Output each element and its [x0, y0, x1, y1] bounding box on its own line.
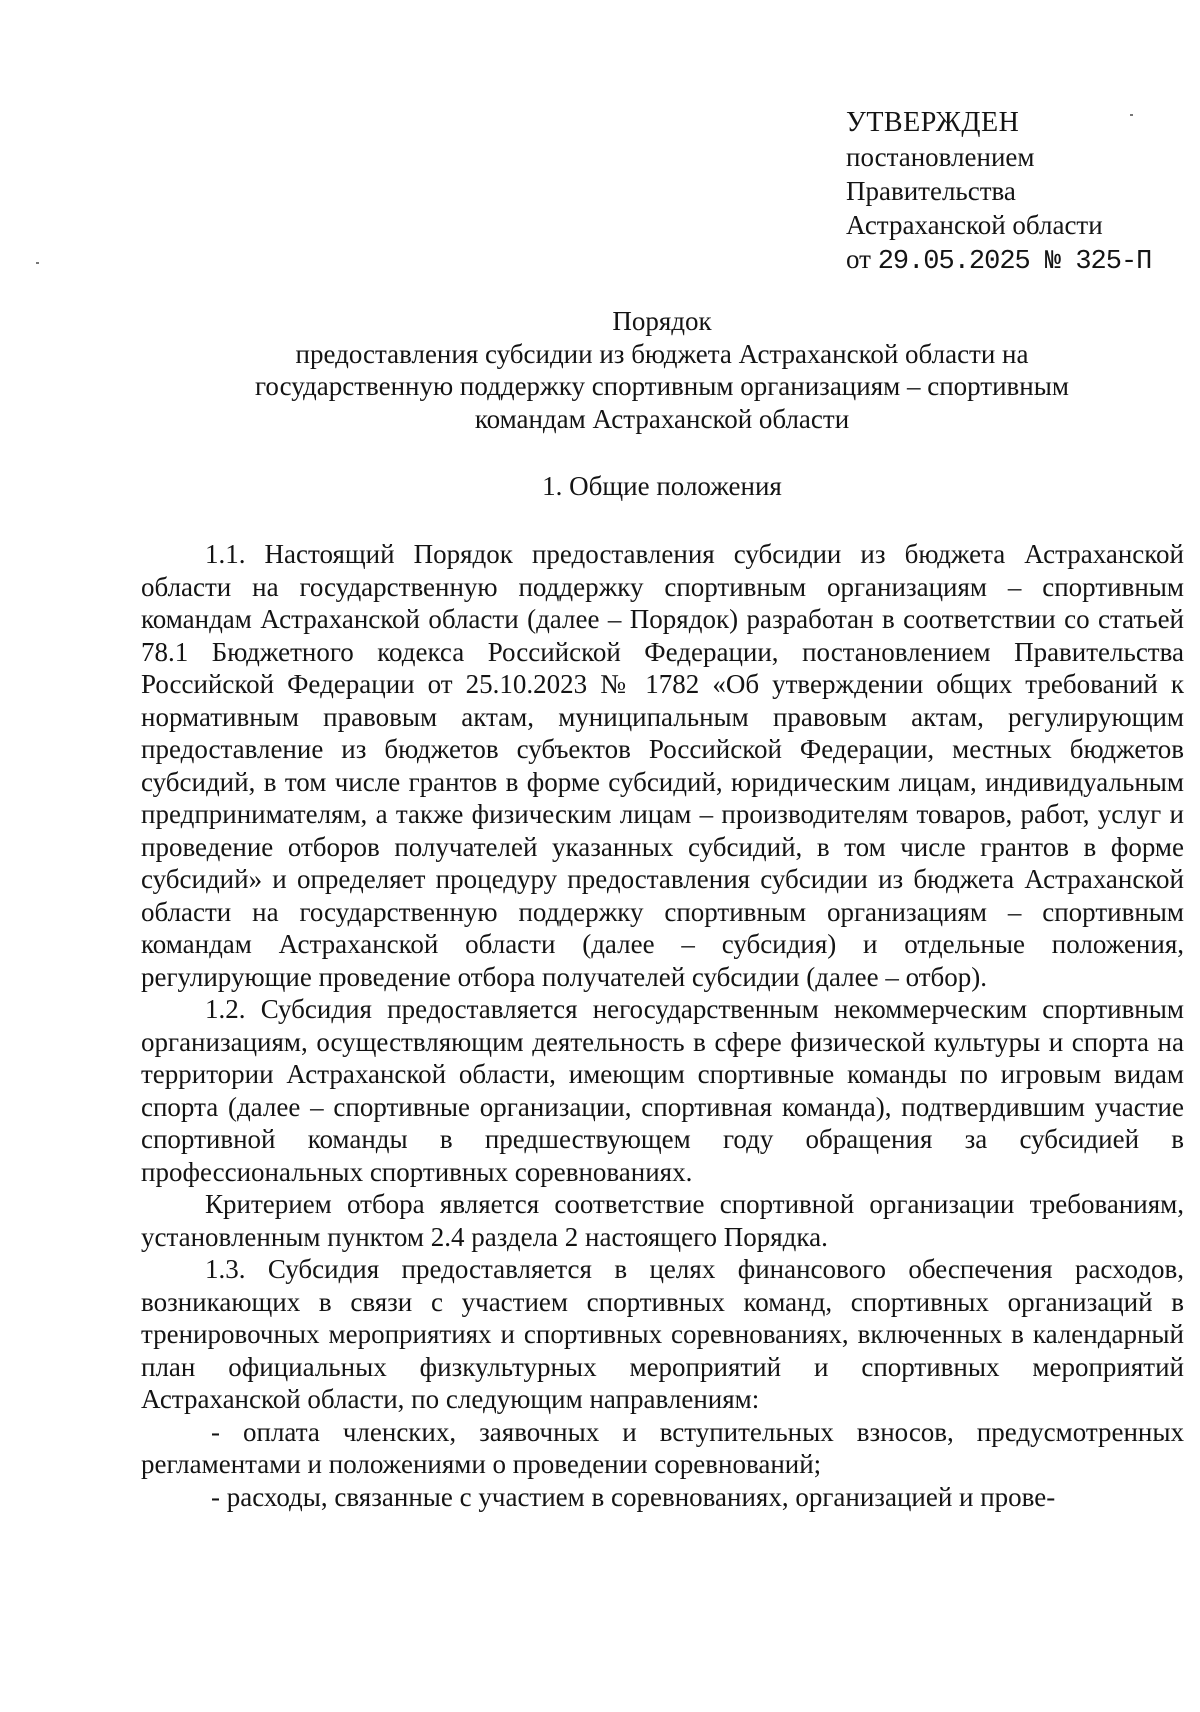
title-line-2: предоставления субсидии из бюджета Астраханской области на	[295, 338, 1029, 369]
list-item-expenses: - расходы, связанные с участием в соревнованиях, организацией и прове-	[211, 1481, 1056, 1512]
document-body	[141, 538, 1184, 1513]
paragraph-1-3: 1.3. Субсидия предоставляется в целях финансового обеспечения расходов, возникающих в связи с участием спортивных команд, спортивных организаций в тренировочных мероприятиях и спортивных соревнованиях, включенных в календарный план официальных физкультурных мероприятий и спортивных мероприятий Астраханской области, по следующим направлениям:	[141, 1254, 1184, 1414]
approval-stamp	[846, 106, 1166, 279]
paragraph-1-2-criteria: Критерием отбора является соответствие спортивной организации требованиям, установленным пунктом 2.4 раздела 2 настоящего Порядка.	[141, 1189, 1184, 1252]
list-item-fees: - оплата членских, заявочных и вступительных взносов, предусмотренных регламентами и положениями о проведении соревнований;	[141, 1416, 1184, 1479]
scan-speck	[1130, 114, 1133, 116]
title-line-3: государственную поддержку спортивным организациям – спортивным	[255, 371, 1069, 401]
title-line-1: Порядок	[612, 306, 712, 336]
document-title	[140, 305, 1184, 435]
approval-line-government: Правительства	[846, 176, 1016, 206]
approval-date-prefix: от	[846, 244, 871, 274]
section-heading-general: 1. Общие положения	[542, 471, 782, 501]
paragraph-1-1: 1.1. Настоящий Порядок предоставления субсидии из бюджета Астраханской области на государственную поддержку спортивным организациям – спортивным командам Астраханской области (далее – Порядок) разработан в соответствии со статьей 78.1 Бюджетного кодекса Российской Федерации, постановлением Правительства Российской Федерации от 25.10.2023 № 1782 «Об утверждении общих требований к нормативным правовым актам, муниципальным правовым актам, регулирующим предоставление из бюджетов субъектов Российской Федерации, местных бюджетов субсидий, в том числе грантов в форме субсидий, юридическим лицам, индивидуальным предпринимателям, а также физическим лицам – производителям товаров, работ, услуг и проведение отборов получателей указанных субсидий, в том числе грантов в форме субсидий» и определяет процедуру предоставления субсидии из бюджета Астраханской области на государственную поддержку спортивным организациям – спортивным командам Астраханской области (далее – субсидия) и отдельные положения, регулирующие проведение отбора получателей субсидии (далее – отбор).	[141, 539, 1184, 992]
approval-heading: УТВЕРЖДЕН	[846, 107, 1020, 138]
approval-date-line	[846, 242, 1166, 279]
approval-line-region: Астраханской области	[846, 210, 1103, 240]
paragraph-1-2: 1.2. Субсидия предоставляется негосударственным некоммерческим спортивным организациям, осуществляющим деятельность в сфере физической культуры и спорта на территории Астраханской области, имеющим спортивные команды по игровым видам спорта (далее – спортивные организации, спортивная команда), подтвердившим участие спортивной команды в предшествующем году обращения за субсидией в профессиональных спортивных соревнованиях.	[141, 994, 1184, 1187]
scan-speck	[36, 262, 39, 264]
approval-date-number: 29.05.2025 № 325-П	[877, 247, 1152, 277]
title-line-4: командам Астраханской области	[474, 403, 850, 434]
approval-line-decree: постановлением	[846, 142, 1035, 172]
